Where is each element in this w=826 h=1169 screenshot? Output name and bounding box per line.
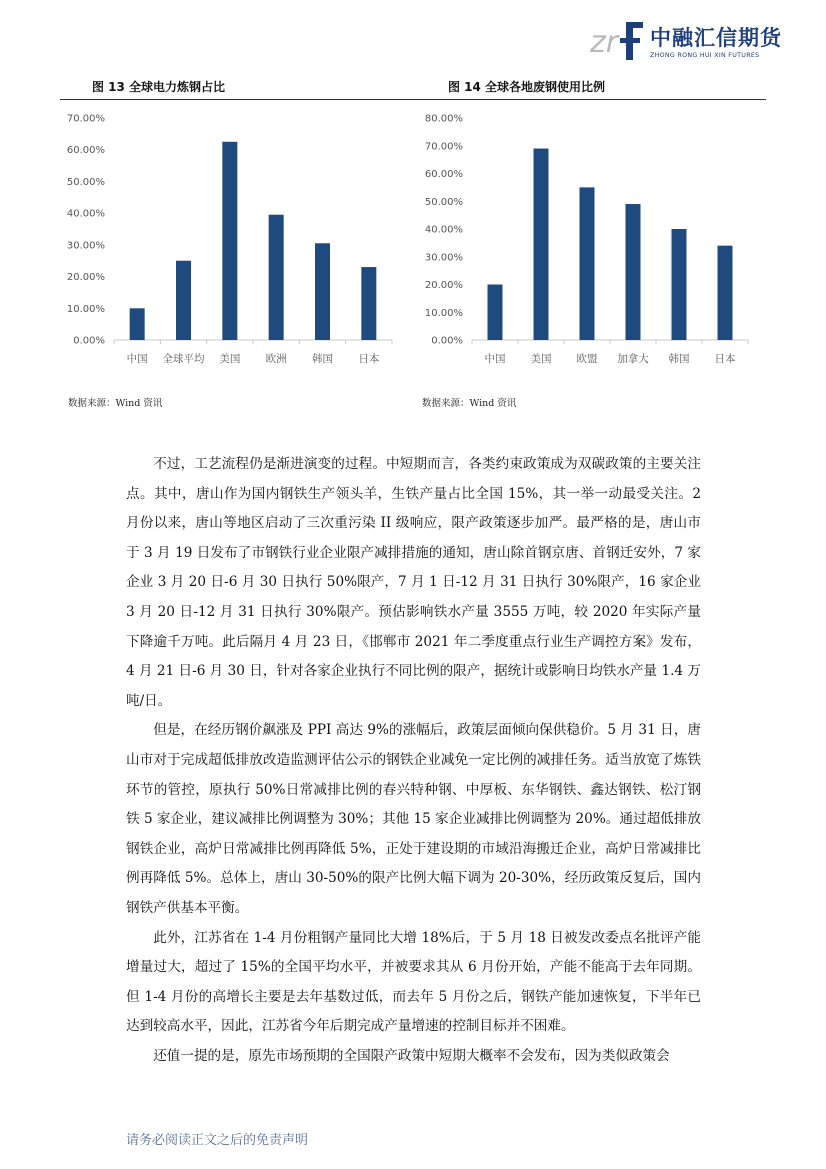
x-tick-label: 全球平均 — [162, 353, 205, 365]
x-tick-label: 日本 — [714, 353, 736, 365]
y-tick-label: 40.00% — [424, 224, 463, 236]
y-tick-label: 10.00% — [66, 303, 105, 315]
y-tick-label: 40.00% — [66, 208, 105, 220]
scrap-usage-share-chart — [420, 106, 760, 378]
disclaimer-footer: 请务必阅读正文之后的免责声明 — [126, 1133, 309, 1148]
y-tick-label: 30.00% — [424, 252, 463, 264]
x-tick-label: 中国 — [126, 353, 148, 365]
x-tick-label: 欧盟 — [576, 353, 598, 365]
y-tick-label: 10.00% — [424, 307, 463, 319]
bar-日本 — [718, 246, 733, 340]
bar-美国 — [222, 142, 237, 340]
y-tick-label: 0.00% — [431, 335, 463, 347]
y-tick-label: 80.00% — [424, 113, 463, 125]
y-tick-label: 30.00% — [66, 240, 105, 252]
x-tick-label: 美国 — [530, 353, 552, 365]
logo-name: 中融汇信期货 — [650, 26, 782, 50]
paragraph-2: 但是，在经历钢价飙涨及 PPI 高达 9%的涨幅后，政策层面倾向保供稳价。5 月 31 日，唐山市对于完成超低排放改造监测评估公示的钢铁企业减免一定比例的减排任务。适当放宽了炼铁环节的管控，原执行 50%日常减排比例的春兴特种钢、中厚板、东华钢铁、鑫达钢铁、松汀钢铁 5 家企业，建议减排比例调整为 30%；其他 15 家企业减排比例调整为 20%。通过超低排放钢铁企业，高炉日常减排比例再降低 5%，正处于建设期的市域沿海搬迁企业，高炉日常减排比例再降低 5%。总体上，唐山 30-50%的限产比例大幅下调为 20-30%，经历政策反复后，国内钢铁产供基本平衡。 — [126, 722, 701, 916]
bar-欧盟 — [580, 187, 595, 340]
figure-13-source: 数据来源：Wind 资讯 — [68, 398, 163, 409]
bar-韩国 — [315, 243, 330, 340]
x-tick-label: 欧洲 — [265, 353, 287, 365]
header-rule — [60, 99, 766, 100]
bar-加拿大 — [626, 204, 641, 340]
figure-14-title: 图 14 全球各地废钢使用比例 — [448, 80, 606, 94]
y-tick-label: 70.00% — [66, 113, 105, 125]
bar-日本 — [361, 267, 376, 340]
x-tick-label: 韩国 — [668, 353, 690, 365]
bar-欧洲 — [269, 215, 284, 340]
y-tick-label: 0.00% — [73, 335, 105, 347]
y-tick-label: 50.00% — [424, 196, 463, 208]
paragraph-3: 此外，江苏省在 1-4 月份粗钢产量同比大增 18%后，于 5 月 18 日被发改委点名批评产能增量过大，超过了 15%的全国平均水平，并被要求其从 6 月份开始，产能不能高于去年同期。但 1-4 月份的高增长主要是去年基数过低，而去年 5 月份之后，钢铁产能加速恢复，下半年已达到较高水平，因此，江苏省今年后期完成产量增速的控制目标并不困难。 — [126, 929, 701, 1035]
bar-全球平均 — [176, 261, 191, 340]
x-tick-label: 中国 — [484, 353, 506, 365]
electric-steelmaking-share-chart — [62, 106, 406, 378]
y-tick-label: 20.00% — [66, 272, 105, 284]
bar-中国 — [130, 308, 145, 340]
y-tick-label: 20.00% — [424, 280, 463, 291]
figure-13-title: 图 13 全球电力炼钢占比 — [92, 80, 226, 94]
x-tick-label: 加拿大 — [617, 353, 649, 365]
x-tick-label: 日本 — [358, 353, 380, 365]
y-tick-label: 70.00% — [424, 141, 463, 153]
bar-中国 — [488, 285, 503, 341]
bar-韩国 — [672, 229, 687, 340]
y-tick-label: 50.00% — [66, 176, 105, 188]
x-tick-label: 韩国 — [312, 353, 333, 365]
body-text — [126, 450, 701, 1071]
logo-name-en: ZHONG RONG HUI XIN FUTURES — [650, 52, 760, 59]
paragraph-4: 还值一提的是，原先市场预期的全国限产政策中短期大概率不会发布，因为类似政策会 — [153, 1047, 670, 1064]
company-logo — [590, 16, 780, 66]
y-tick-label: 60.00% — [66, 145, 105, 157]
bar-美国 — [534, 149, 549, 340]
y-tick-label: 60.00% — [424, 169, 463, 180]
x-tick-label: 美国 — [219, 353, 241, 365]
svg-text:zr: zr — [590, 25, 619, 60]
paragraph-1: 不过，工艺流程仍是渐进演变的过程。中短期而言，各类约束政策成为双碳政策的主要关注点。其中，唐山作为国内钢铁生产领头羊，生铁产量占比全国 15%，其一举一动最受关注。2 月份以来，唐山等地区启动了三次重污染 II 级响应，限产政策逐步加严。最严格的是，唐山市于 3 月 19 日发布了市钢铁行业企业限产减排措施的通知，唐山除首钢京唐、首钢迁安外，7 家企业 3 月 20 日-6 月 30 日执行 50%限产，7 月 1 日-12 月 31 日执行 30%限产，16 家企业 3 月 20 日-12 月 31 日执行 30%限产。预估影响铁水产量 3555 万吨，较 2020 年实际产量下降逾千万吨。此后隔月 4 月 23 日，《邯郸市 2021 年二季度重点行业生产调控方案》发布，4 月 21 日-6 月 30 日，针对各家企业执行不同比例的限产，据统计或影响日均铁水产量 1.4 万吨/日。 — [126, 456, 701, 709]
zrhx-logo-mark — [590, 18, 646, 62]
figure-14-source: 数据来源：Wind 资讯 — [422, 398, 517, 409]
